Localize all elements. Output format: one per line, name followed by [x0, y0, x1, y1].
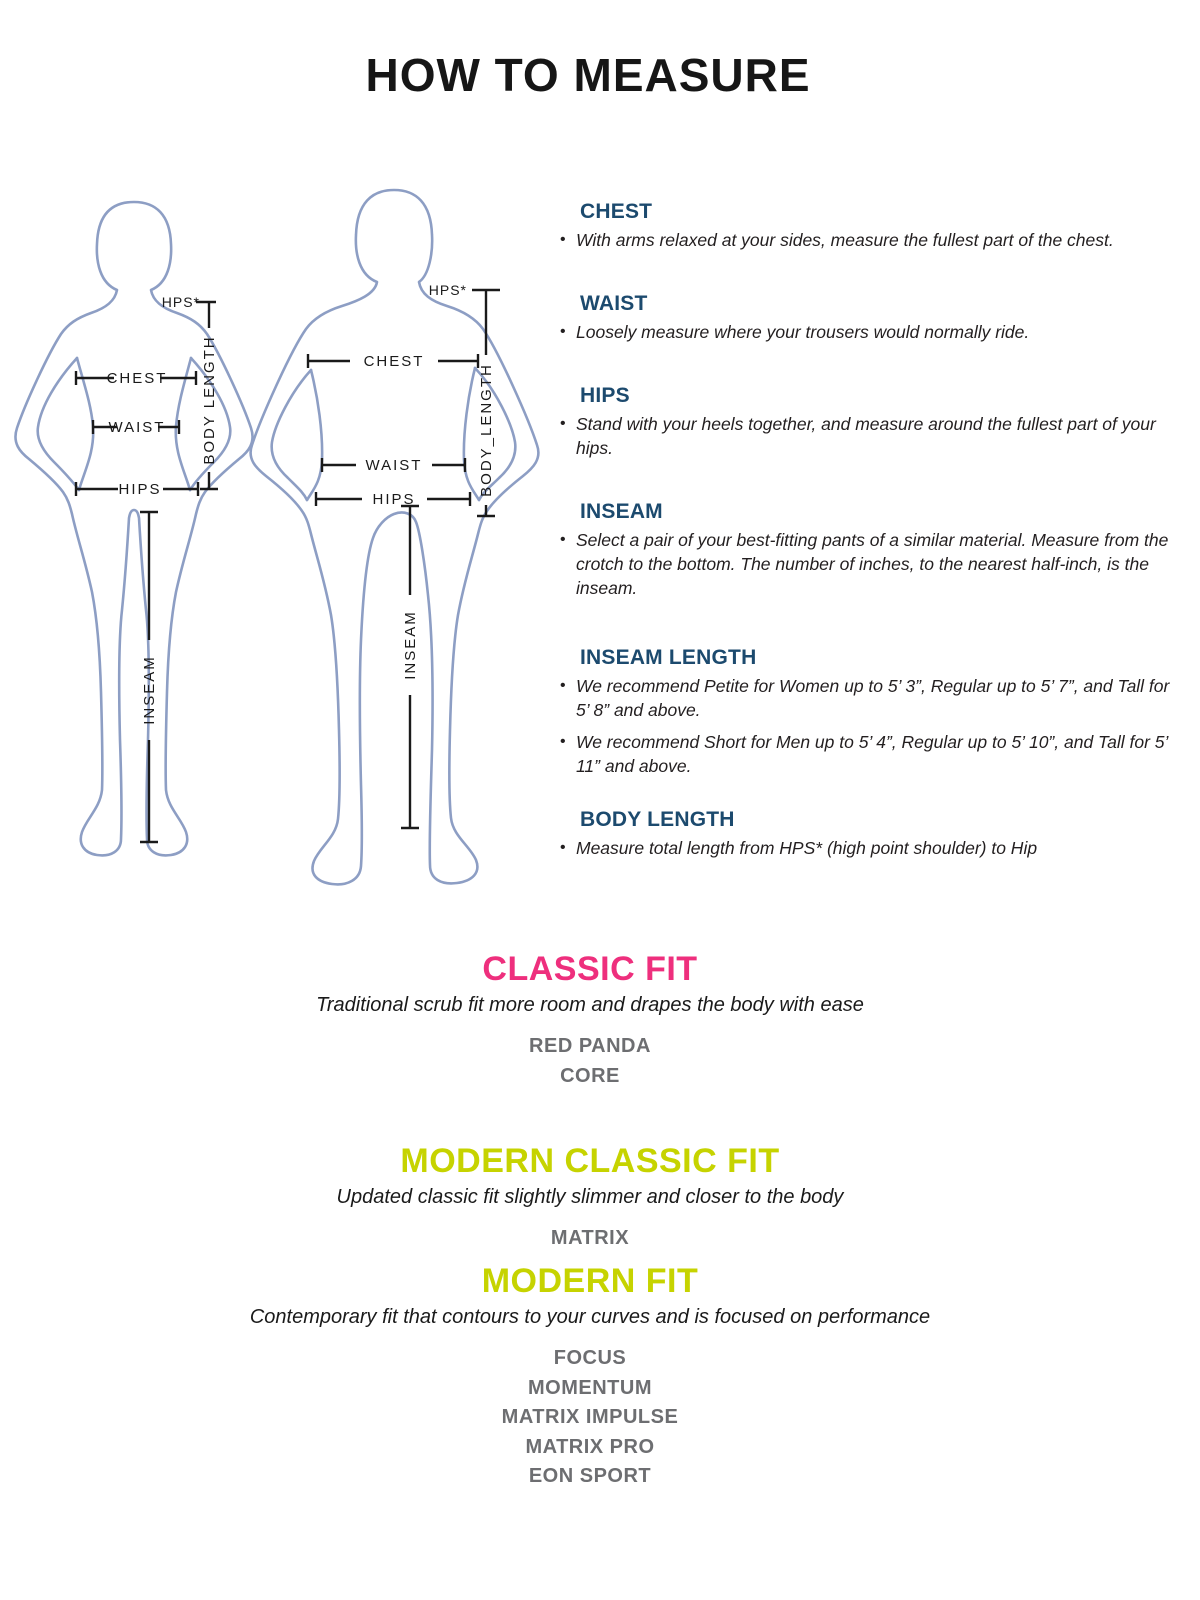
modern-fit-title: MODERN FIT: [481, 1262, 699, 1300]
inseam-bullet: • Select a pair of your best-fitting pants of a similar material. Measure from the crotch to the bottom. The number of inches, to the nearest half-inch, is the inseam.: [552, 528, 1170, 600]
inseam-length-bullet-men: • We recommend Short for Men up to 5’ 4”, Regular up to 5’ 10”, and Tall for 5’ 11” and above.: [552, 730, 1170, 778]
instruction-inseam-length: [552, 646, 1170, 786]
female-waist-label: WAIST: [108, 419, 166, 436]
female-chest-label: CHEST: [106, 370, 168, 387]
inseam-heading: INSEAM: [580, 500, 663, 523]
modern-classic-fit-description: Updated classic fit slightly slimmer and closer to the body: [336, 1186, 844, 1208]
product-line: EON SPORT: [528, 1465, 652, 1487]
male-figure-outline: [251, 190, 539, 884]
product-line: MATRIX IMPULSE: [501, 1406, 679, 1428]
male-hps-label: HPS*: [428, 282, 467, 298]
female-inseam-label: INSEAM: [141, 655, 158, 725]
male-chest-label: CHEST: [363, 353, 425, 370]
instruction-chest: [552, 200, 1170, 260]
fit-classic: [0, 950, 1180, 1091]
male-body-length-label: BODY_LENGTH: [478, 363, 495, 497]
modern-fit-description: Contemporary fit that contours to your curves and is focused on performance: [249, 1306, 931, 1328]
male-waist-label: WAIST: [365, 457, 423, 474]
female-body-length-label: BODY LENGTH: [201, 335, 218, 465]
instruction-waist: [552, 292, 1170, 352]
instruction-inseam: [552, 500, 1170, 608]
inseam-length-heading: INSEAM LENGTH: [580, 646, 757, 669]
female-hps-label: HPS*: [161, 294, 200, 310]
male-inseam-label: INSEAM: [402, 610, 419, 680]
body-length-bullet: • Measure total length from HPS* (high point shoulder) to Hip: [552, 836, 1170, 860]
measurement-diagram: [0, 140, 560, 900]
product-line: MATRIX PRO: [525, 1435, 655, 1458]
female-figure-outline: [15, 202, 252, 855]
chest-bullet: • With arms relaxed at your sides, measure the fullest part of the chest.: [552, 228, 1170, 252]
page-title: HOW TO MEASURE: [365, 49, 811, 101]
body-length-heading: BODY LENGTH: [580, 808, 735, 831]
product-line: FOCUS: [553, 1347, 627, 1369]
product-line: MATRIX: [550, 1227, 630, 1249]
modern-classic-fit-title: MODERN CLASSIC FIT: [400, 1142, 780, 1180]
hips-bullet: • Stand with your heels together, and measure around the fullest part of your hips.: [552, 412, 1170, 460]
waist-heading: WAIST: [580, 292, 648, 315]
waist-bullet: • Loosely measure where your trousers would normally ride.: [552, 320, 1170, 344]
instruction-hips: [552, 384, 1170, 468]
instruction-body-length: [552, 808, 1170, 868]
fit-modern-classic: [0, 1142, 1180, 1254]
hips-heading: HIPS: [580, 384, 630, 407]
classic-fit-description: Traditional scrub fit more room and drapes the body with ease: [316, 994, 864, 1016]
classic-fit-title: CLASSIC FIT: [482, 950, 698, 988]
fit-modern: [0, 1262, 1180, 1492]
product-line: MOMENTUM: [528, 1376, 652, 1399]
chest-heading: CHEST: [580, 200, 653, 223]
inseam-length-bullet-women: • We recommend Petite for Women up to 5’ 3”, Regular up to 5’ 7”, and Tall for 5’ 8” and above.: [552, 674, 1170, 722]
product-line: RED PANDA: [529, 1035, 651, 1057]
product-line: CORE: [560, 1064, 620, 1087]
female-hips-label: HIPS: [118, 481, 162, 498]
male-hips-label: HIPS: [372, 491, 416, 508]
